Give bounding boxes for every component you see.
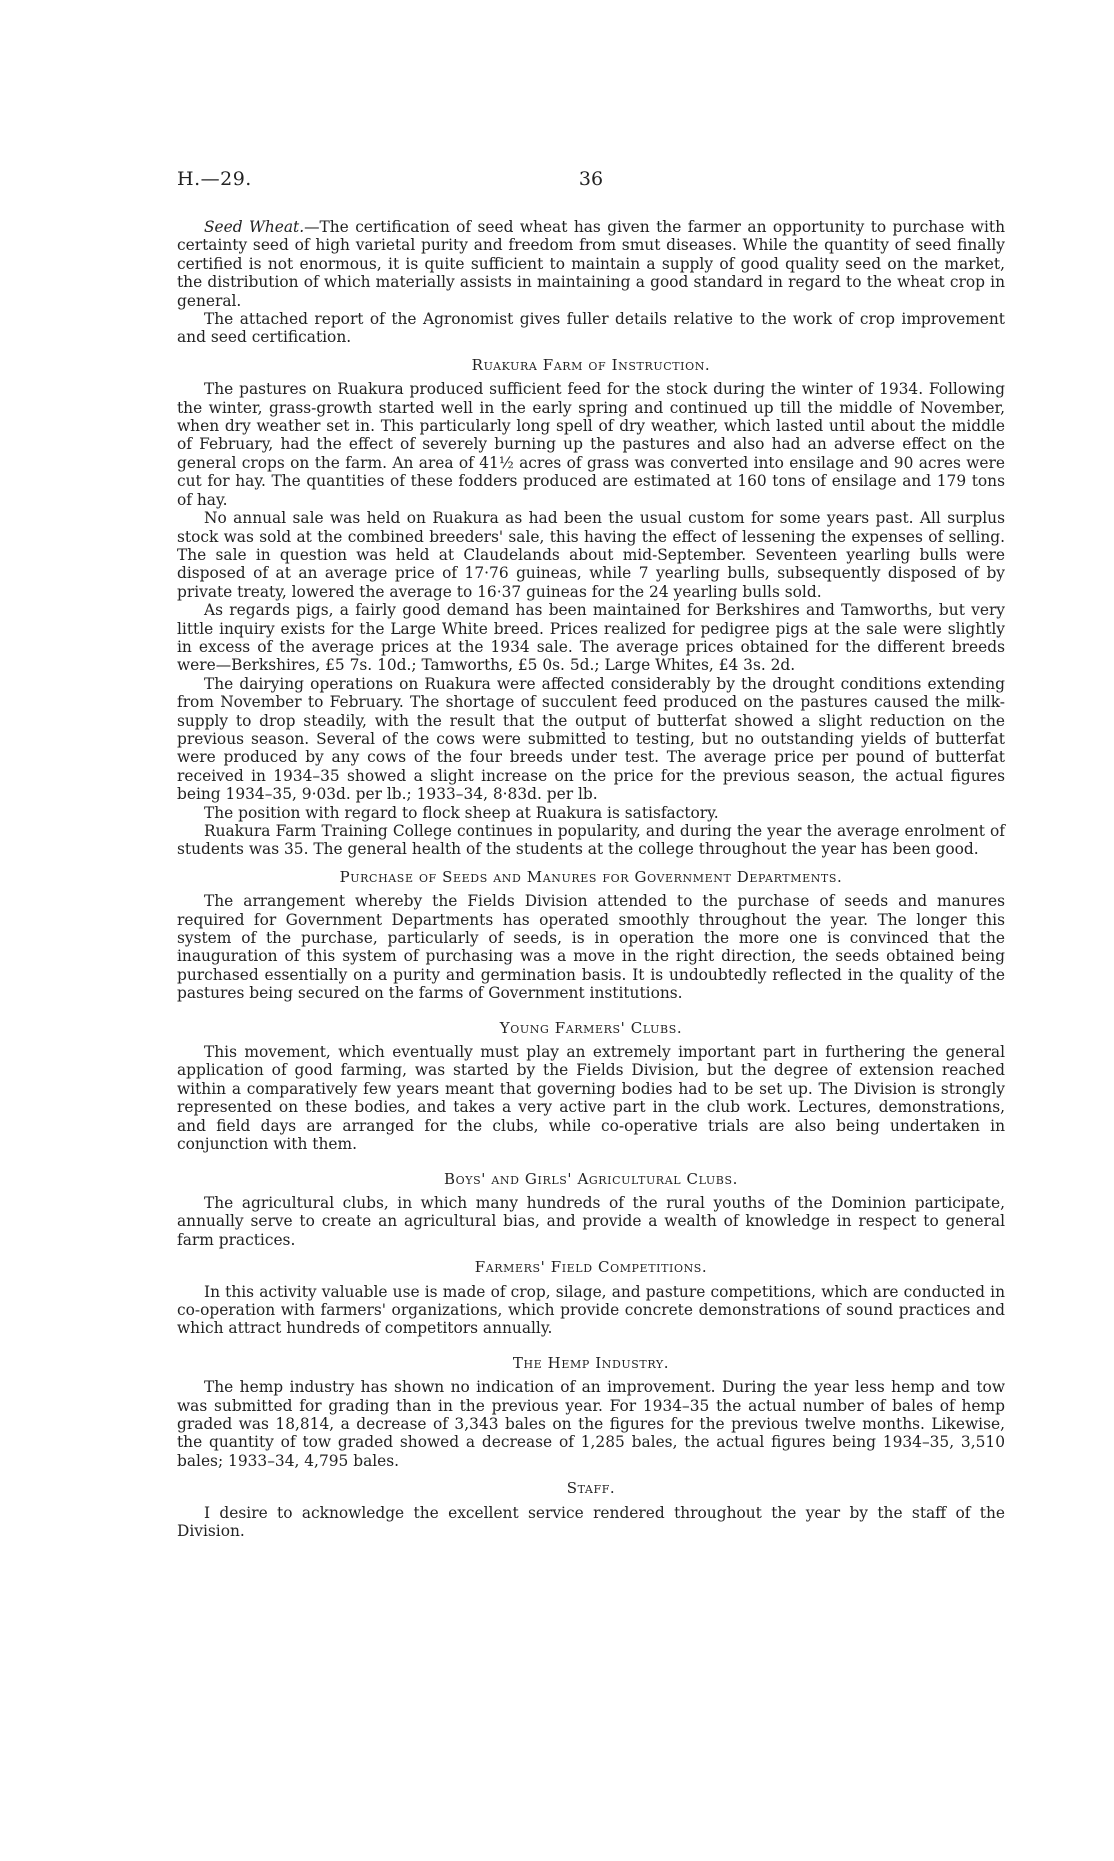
section-heading: Young Farmers' Clubs. (499, 1018, 683, 1037)
paragraph: The pastures on Ruakura produced sufficient feed for the stock during the winter of 1934. Following the winter, grass-growth started well in the early spring and continued up till the middle of November, when dry weather set in. This particularly long spell of dry weather, which lasted until about the middle of February, had the effect of severely burning up the pastures and also had an adverse effect on the general crops on the farm. An area of 41½ acres of grass was converted into ensilage and 90 acres were cut for hay. The quantities of these fodders produced are estimated at 160 tons of ensilage and 179 tons of hay. (177, 380, 1005, 509)
page-header (177, 170, 1005, 194)
paragraph: The attached report of the Agronomist gives fuller details relative to the work of crop improvement and seed certification. (177, 310, 1005, 347)
paragraph: In this activity valuable use is made of crop, silage, and pasture competitions, which are conducted in co-operation with farmers' organizations, which provide concrete demonstrations of sound practices and which attract hundreds of competitors annually. (177, 1282, 1005, 1338)
paragraph: The dairying operations on Ruakura were affected considerably by the drought conditions extending from November to February. The shortage of succulent feed produced on the pastures caused the milk-supply to drop steadily, with the result that the output of butterfat showed a slight reduction on the previous season. Several of the cows were submitted to testing, but no outstanding yields of butterfat were produced by any cows of the four breeds under test. The average price per pound of butterfat received in 1934–35 showed a slight increase on the price for the previous season, the actual figures being 1934–35, 9·03d. per lb.; 1933–34, 8·83d. per lb. (177, 674, 1005, 804)
paragraph: Ruakura Farm Training College continues in popularity, and during the year the average enrolment of students was 35. The general health of the students at the college throughout the year has been good. (177, 822, 1005, 859)
section-heading: Staff. (566, 1479, 616, 1498)
section-heading: Ruakura Farm of Instruction. (471, 355, 711, 374)
paragraph: This movement, which eventually must play an extremely important part in furthering the general application of good farming, was started by the Fields Division, but the degree of extension reached within a comparatively few years meant that governing bodies had to be set up. The Division is strongly represented on these bodies, and takes a very active part in the club work. Lectures, demonstrations, and field days are arranged for the clubs, while co-operative trials are also being undertaken in conjunction with them. (177, 1043, 1005, 1154)
section-heading: Purchase of Seeds and Manures for Government Departments. (339, 867, 843, 886)
document-body (177, 218, 1005, 1540)
paragraph: The arrangement whereby the Fields Division attended to the purchase of seeds and manures required for Government Departments has operated smoothly throughout the year. The longer this system of the purchase, particularly of seeds, is in operation the more one is convinced that the inauguration of this system of purchasing was a move in the right direction, the seeds obtained being purchased essentially on a purity and germination basis. It is undoubtedly reflected in the quality of the pastures being secured on the farms of Government institutions. (177, 892, 1005, 1003)
paragraph-text: —The certification of seed wheat has given the farmer an opportunity to purchase with certainty seed of high varietal purity and freedom from smut diseases. While the quantity of seed finally certified is not enormous, it is quite sufficient to maintain a supply of good quality seed on the market, the distribution of which materially assists in maintaining a good standard in regard to the wheat crop in general. (177, 218, 1005, 310)
paragraph: No annual sale was held on Ruakura as had been the usual custom for some years past. All surplus stock was sold at the combined breeders' sale, this having the effect of lessening the expenses of selling. The sale in question was held at Claudelands about mid-September. Seventeen yearling bulls were disposed of at an average price of 17·76 guineas, while 7 yearling bulls, subsequently disposed of by private treaty, lowered the average to 16·37 guineas for the 24 yearling bulls sold. (177, 509, 1005, 601)
document-code: H.—29. (177, 168, 252, 190)
section-heading: The Hemp Industry. (512, 1353, 670, 1372)
paragraph (177, 218, 1005, 310)
paragraph: The hemp industry has shown no indication of an improvement. During the year less hemp and tow was submitted for grading than in the previous year. For 1934–35 the actual number of bales of hemp graded was 18,814, a decrease of 3,343 bales on the figures for the previous twelve months. Likewise, the quantity of tow graded showed a decrease of 1,285 bales, the actual figures being 1934–35, 3,510 bales; 1933–34, 4,795 bales. (177, 1378, 1005, 1470)
page-number: 36 (578, 168, 604, 190)
document-page (177, 170, 1005, 1540)
paragraph: The position with regard to flock sheep at Ruakura is satisfactory. (204, 803, 719, 822)
paragraph-lead: Seed Wheat. (204, 218, 305, 236)
section-heading: Boys' and Girls' Agricultural Clubs. (444, 1169, 738, 1188)
paragraph: As regards pigs, a fairly good demand has been maintained for Berkshires and Tamworths, but very little inquiry exists for the Large White breed. Prices realized for pedigree pigs at the sale were slightly in excess of the average prices at the 1934 sale. The average prices obtained for the different breeds were—Berkshires, £5 7s. 10d.; Tamworths, £5 0s. 5d.; Large Whites, £4 3s. 2d. (177, 601, 1005, 675)
paragraph: The agricultural clubs, in which many hundreds of the rural youths of the Dominion participate, annually serve to create an agricultural bias, and provide a wealth of knowledge in respect to general farm practices. (177, 1193, 1005, 1249)
paragraph: I desire to acknowledge the excellent service rendered throughout the year by the staff of the Division. (177, 1503, 1005, 1540)
section-heading: Farmers' Field Competitions. (474, 1258, 708, 1277)
